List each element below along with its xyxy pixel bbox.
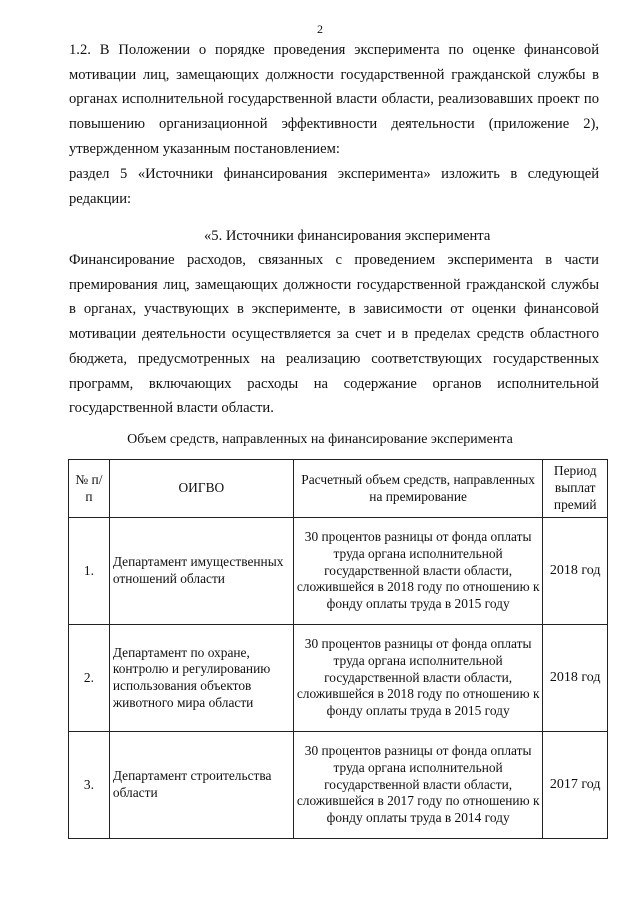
page-number: 2 bbox=[317, 22, 323, 36]
table-row bbox=[69, 625, 608, 732]
table-row bbox=[69, 732, 608, 839]
section-heading: «5. Источники финансирования эксперимента bbox=[204, 228, 491, 244]
paragraph-amendment-intro: 1.2. В Положении о порядке проведения эксперимента по оценке финансовой мотивации лиц, замещающих должности государственной гражданской службы в органах исполнительной государственной власти области, реализовавших проект по повышению организационной эффективности деятельности (приложение 2), утвержденном указанным постановлением: bbox=[69, 42, 599, 157]
row-number: 1. bbox=[69, 518, 110, 625]
row-number: 2. bbox=[69, 625, 110, 732]
row-number: 3. bbox=[69, 732, 110, 839]
financing-table bbox=[68, 459, 608, 839]
row-organization: Департамент по охране, контролю и регулированию использования объектов животного мира области bbox=[109, 625, 293, 732]
paragraph-section-replace: раздел 5 «Источники финансирования эксперимента» изложить в следующей редакции: bbox=[69, 166, 599, 207]
paragraph-financing: Финансирование расходов, связанных с проведением эксперимента в части премирования лиц, замещающих должности государственной гражданской службы в органах, участвующих в эксперименте, в зависимости от оценки финансовой мотивации деятельности осуществляется за счет и в пределах средств областного бюджета, предусмотренных на реализацию соответствующих государственных программ, включающих расходы на содержание органов исполнительной государственной власти области. bbox=[69, 252, 599, 417]
header-period: Период выплат премий bbox=[543, 460, 608, 518]
row-period: 2017 год bbox=[543, 732, 608, 839]
header-organization: ОИГВО bbox=[109, 460, 293, 518]
row-period: 2018 год bbox=[543, 518, 608, 625]
table-caption: Объем средств, направленных на финансирование эксперимента bbox=[127, 432, 513, 447]
row-amount: 30 процентов разницы от фонда оплаты труда органа исполнительной государственной власти области, сложившейся в 2018 году по отношению к фонду оплаты труда в 2015 году bbox=[293, 625, 543, 732]
row-amount: 30 процентов разницы от фонда оплаты труда органа исполнительной государственной власти области, сложившейся в 2017 году по отношению к фонду оплаты труда в 2014 году bbox=[293, 732, 543, 839]
row-amount: 30 процентов разницы от фонда оплаты труда органа исполнительной государственной власти области, сложившейся в 2018 году по отношению к фонду оплаты труда в 2015 году bbox=[293, 518, 543, 625]
table-row bbox=[69, 518, 608, 625]
row-period: 2018 год bbox=[543, 625, 608, 732]
row-organization: Департамент строительства области bbox=[109, 732, 293, 839]
table-header-row bbox=[69, 460, 608, 518]
header-amount: Расчетный объем средств, направленных на премирование bbox=[293, 460, 543, 518]
row-organization: Департамент имущественных отношений области bbox=[109, 518, 293, 625]
header-number: № п/п bbox=[69, 460, 110, 518]
